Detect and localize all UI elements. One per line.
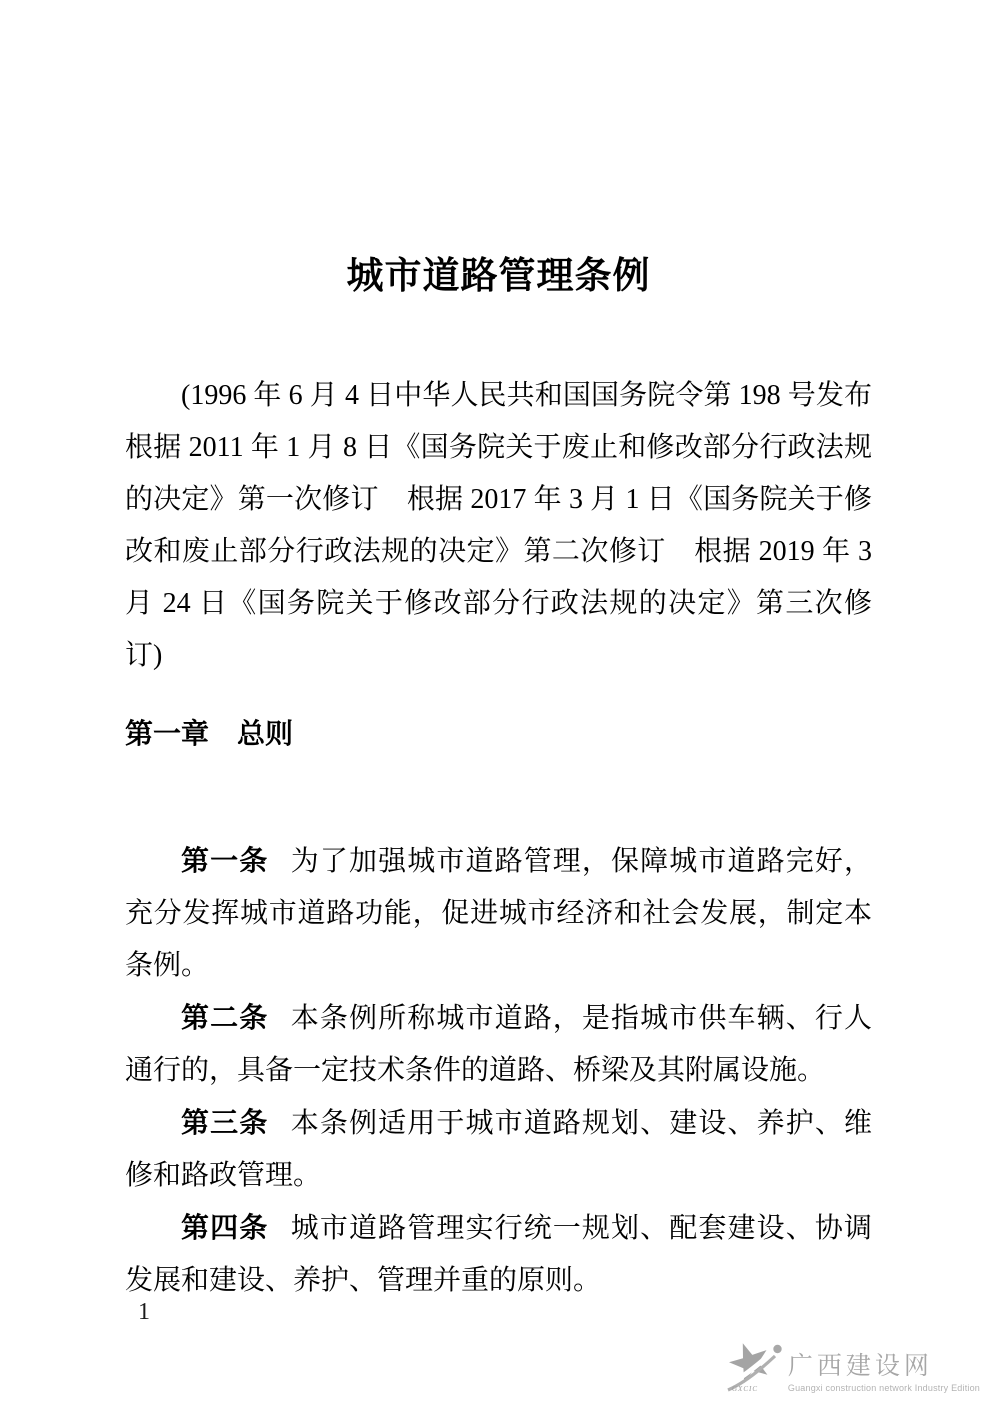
article-text: 城市道路管理实行统一规划、配套建设、协调发展和建设、养护、管理并重的原则。 [125,1213,872,1296]
article-paragraph [125,992,872,1097]
logo-small-text: GXCIC [731,1385,758,1393]
watermark [725,1340,980,1396]
watermark-site-subtitle: Guangxi construction network Industry Edition [787,1383,980,1393]
star-logo-icon [725,1340,783,1396]
article-text: 本条例所称城市道路，是指城市供车辆、行人通行的，具备一定技术条件的道路、桥梁及其附属设施。 [125,1003,872,1086]
article-label: 第一条 [181,845,269,876]
article-label: 第三条 [181,1107,269,1138]
document-content [125,0,901,1307]
article-paragraph [125,1097,872,1202]
article-label: 第四条 [181,1212,269,1243]
chapter-heading: 第一章 总则 [125,718,294,749]
watermark-site-name: 广西建设网 [787,1353,933,1380]
document-title: 城市道路管理条例 [346,255,651,296]
watermark-text [788,1340,980,1394]
article-text: 为了加强城市道路管理，保障城市道路完好，充分发挥城市道路功能，促进城市经济和社会发展，制定本条例。 [125,846,872,981]
article-paragraph [125,1202,872,1307]
articles-section [125,835,872,1307]
article-paragraph [125,835,872,992]
page-number: 1 [138,1299,150,1325]
article-label: 第二条 [181,1002,269,1033]
preamble-paragraph: (1996 年 6 月 4 日中华人民共和国国务院令第 198 号发布 根据 2011 年 1 月 8 日《国务院关于废止和修改部分行政法规的决定》第一次修订 根据 2017 年 3 月 1 日《国务院关于修改和废止部分行政法规的决定》第二次修订 根据 2019 年 3 月 24 日《国务院关于修改部分行政法规的决定》第三次修订) [125,380,901,671]
article-text: 本条例适用于城市道路规划、建设、养护、维修和路政管理。 [125,1108,872,1191]
